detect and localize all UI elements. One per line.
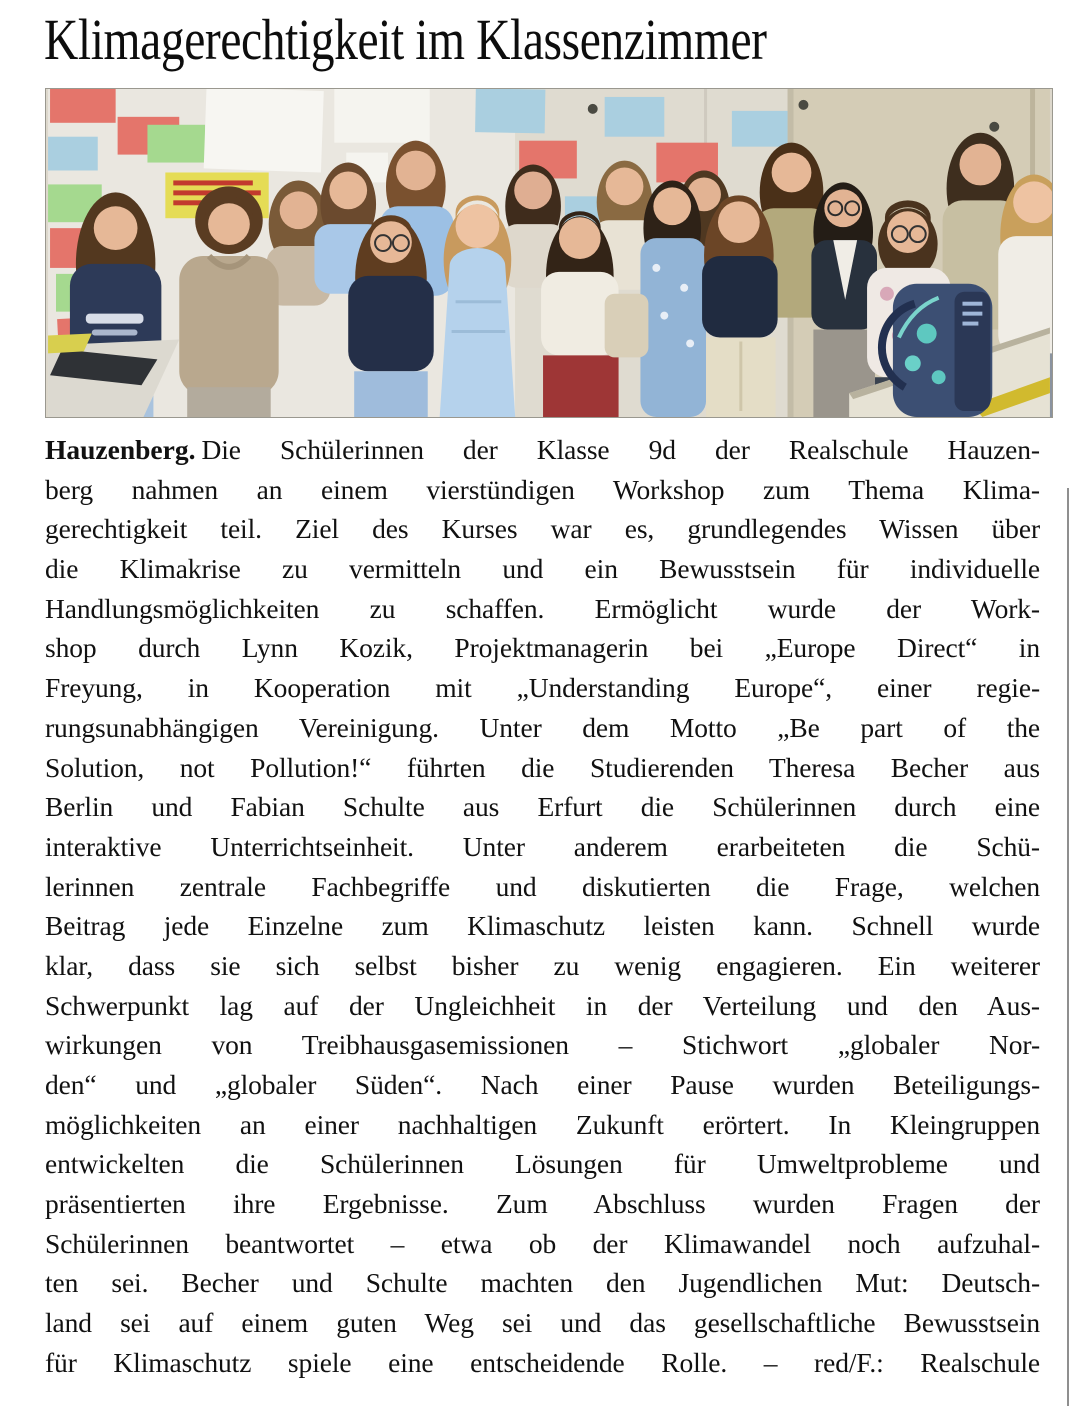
- body-line: shop durch Lynn Kozik, Projektmanagerin bei „Europe Direct“ in: [45, 632, 1040, 664]
- body-line: gerechtigkeit teil. Ziel des Kurses war es, grundlegendes Wissen über: [45, 513, 1040, 545]
- body-line: rungsunabhängigen Vereinigung. Unter dem Motto „Be part of the: [45, 711, 1040, 743]
- body-line: Solution, not Pollution!“ führten die Studierenden Theresa Becher aus: [45, 751, 1040, 783]
- class-photo: [45, 88, 1053, 418]
- body-line: land sei auf einem guten Weg sei und das gesellschaftliche Bewusstsein: [45, 1307, 1040, 1339]
- body-line: ten sei. Becher und Schulte machten den Jugendlichen Mut: Deutsch-: [45, 1267, 1040, 1299]
- body-line: Schülerinnen beantwortet – etwa ob der Klimawandel noch aufzuhal-: [45, 1227, 1040, 1259]
- body-line: präsentierten ihre Ergebnisse. Zum Abschluss wurden Fragen der: [45, 1188, 1040, 1220]
- body-line: interaktive Unterrichtseinheit. Unter anderem erarbeiteten die Schü-: [45, 830, 1040, 862]
- dateline: Hauzenberg.: [45, 434, 196, 465]
- body-line: Hauzenberg. Die Schülerinnen der Klasse 9d der Realschule Hauzen-: [45, 434, 1040, 465]
- body-line: entwickelten die Schülerinnen Lösungen für Umweltprobleme und: [45, 1148, 1040, 1180]
- body-line: berg nahmen an einem vierstündigen Workshop zum Thema Klima-: [45, 473, 1040, 505]
- column-divider: [1067, 488, 1069, 1406]
- body-line: Handlungsmöglichkeiten zu schaffen. Ermöglicht wurde der Work-: [45, 592, 1040, 624]
- body-line: lerinnen zentrale Fachbegriffe und diskutierten die Frage, welchen: [45, 870, 1040, 902]
- body-line: für Klimaschutz spiele eine entscheidende Rolle. – red/F.: Realschule: [45, 1346, 1040, 1378]
- body-line: wirkungen von Treibhausgasemissionen – Stichwort „globaler Nor-: [45, 1029, 1040, 1061]
- article-headline-text: Klimagerechtigkeit im Klassenzimmer: [44, 7, 767, 72]
- body-line: Freyung, in Kooperation mit „Understanding Europe“, einer regie-: [45, 672, 1040, 704]
- body-line: Beitrag jede Einzelne zum Klimaschutz leisten kann. Schnell wurde: [45, 910, 1040, 942]
- body-line: die Klimakrise zu vermitteln und ein Bewusstsein für individuelle: [45, 553, 1040, 585]
- article-headline: [44, 8, 925, 72]
- article-body: [45, 430, 1040, 1383]
- body-line: Schwerpunkt lag auf der Ungleichheit in der Verteilung und den Aus-: [45, 989, 1040, 1021]
- body-line: klar, dass sie sich selbst bisher zu wenig engagieren. Ein weiterer: [45, 949, 1040, 981]
- body-line: möglichkeiten an einer nachhaltigen Zukunft erörtert. In Kleingruppen: [45, 1108, 1040, 1140]
- backpack: [882, 284, 992, 417]
- photo-scene: [46, 89, 1052, 417]
- body-line: den“ und „globaler Süden“. Nach einer Pause wurden Beteiligungs-: [45, 1069, 1040, 1100]
- body-line: Berlin und Fabian Schulte aus Erfurt die Schülerinnen durch eine: [45, 791, 1040, 823]
